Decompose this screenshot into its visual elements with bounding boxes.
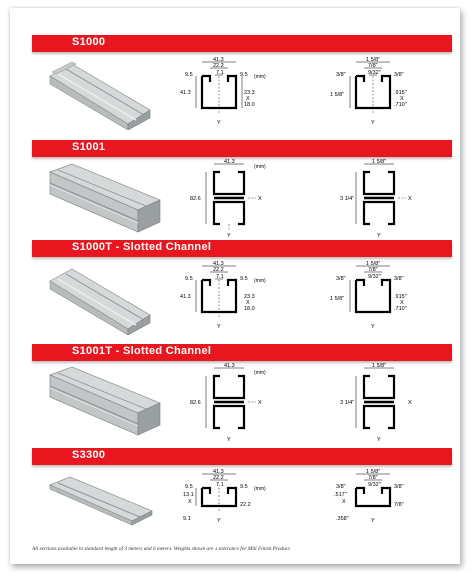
- axis-x: X: [246, 96, 250, 102]
- dim-inner: 22.2: [213, 63, 224, 69]
- dim-top: 1 5/8": [372, 159, 387, 165]
- channel-s1000-image: [46, 58, 166, 130]
- dim-inner: 7/8": [368, 475, 378, 481]
- unit-label: (mm): [254, 164, 266, 170]
- dim-right: 9.5: [240, 276, 248, 282]
- channel-s1001-image: [44, 162, 168, 234]
- dim-right: 9.5: [240, 484, 248, 490]
- section-header-s1001: [32, 140, 452, 157]
- dim-lip: 7.1: [216, 70, 224, 76]
- axis-y: Y: [371, 324, 375, 330]
- unit-label: (mm): [254, 486, 266, 492]
- unit-label: (mm): [254, 74, 266, 80]
- dim-top: 1 5/8": [366, 469, 381, 475]
- axis-y: Y: [377, 233, 381, 238]
- dim-side2: 18.0: [244, 102, 255, 108]
- metric-drawing-s3300: [180, 466, 270, 532]
- section-header-s1001t: [32, 344, 452, 361]
- axis-x: X: [188, 499, 192, 505]
- dim-bottom: .358": [336, 516, 349, 522]
- dim-bottom: 9.1: [183, 516, 191, 522]
- axis-y: Y: [371, 518, 375, 524]
- axis-x: X: [258, 400, 262, 406]
- dim-side1: .915": [394, 294, 407, 300]
- imperial-drawing-s1001t: [340, 362, 430, 442]
- axis-y: Y: [377, 437, 381, 442]
- dim-side2: .710": [394, 102, 407, 108]
- dim-top: 1 5/8": [366, 261, 381, 267]
- dim-right: 3/8": [394, 484, 404, 490]
- channel-s1000t-image: [46, 263, 166, 335]
- axis-x: X: [258, 196, 262, 202]
- metric-drawing-s1001: [190, 158, 280, 238]
- axis-y: Y: [217, 120, 221, 126]
- dim-height: 3 1/4": [340, 196, 355, 202]
- axis-y: Y: [371, 120, 375, 126]
- dim-height: 3 1/4": [340, 400, 355, 406]
- dim-height: 41.3: [180, 90, 191, 96]
- dim-height: 82.6: [190, 400, 201, 406]
- axis-x: X: [408, 400, 412, 406]
- spec-sheet: [10, 8, 460, 564]
- dim-inner: 22.2: [213, 267, 224, 273]
- dim-side1: .915": [394, 90, 407, 96]
- axis-y: Y: [217, 324, 221, 330]
- dim-left: 9.5: [185, 484, 193, 490]
- dim-inner: 7/8": [368, 63, 378, 69]
- section-header-s1000: [32, 35, 452, 52]
- section-header-s1000t: [32, 240, 452, 257]
- dim-lip: 9/32": [368, 482, 381, 488]
- metric-drawing-s1001t: [190, 362, 280, 442]
- dim-height: 1 5/8": [330, 92, 345, 98]
- dim-top: 41.3: [213, 57, 224, 63]
- axis-y: Y: [217, 518, 221, 524]
- channel-s1001t-image: [44, 365, 168, 437]
- dim-top: 41.3: [213, 261, 224, 267]
- dim-top: 41.3: [213, 469, 224, 475]
- section-title: S1001T - Slotted Channel: [72, 345, 212, 357]
- dim-lip: 7.1: [216, 274, 224, 280]
- metric-drawing-s1000t: [180, 258, 270, 334]
- dim-lip: 9/32": [368, 274, 381, 280]
- imperial-drawing-s1000t: [328, 258, 428, 334]
- dim-right: 3/8": [394, 276, 404, 282]
- dim-inner: 22.2: [213, 475, 224, 481]
- dim-side2: .710": [394, 306, 407, 312]
- dim-left: 9.5: [185, 72, 193, 78]
- axis-y: Y: [227, 437, 231, 442]
- dim-height: 13.1: [183, 492, 194, 498]
- dim-left: 9.5: [185, 276, 193, 282]
- dim-side1: 23.3: [244, 90, 255, 96]
- dim-top: 41.3: [224, 363, 235, 369]
- dim-height: .517": [334, 492, 347, 498]
- channel-s3300-image: [46, 471, 166, 527]
- dim-top: 41.3: [224, 159, 235, 165]
- footnote: All sections available in standard length of 3 meters and 6 meters. Weights shown are ± tolerance for Mill Finish Product.: [32, 546, 291, 552]
- unit-label: (mm): [254, 370, 266, 376]
- dim-height: 1 5/8": [330, 296, 345, 302]
- axis-x: X: [342, 499, 346, 505]
- axis-x: X: [400, 300, 404, 306]
- imperial-drawing-s3300: [328, 466, 428, 532]
- metric-drawing-s1000: [180, 54, 270, 130]
- dim-left: 3/8": [336, 72, 346, 78]
- section-title: S1000T - Slotted Channel: [72, 241, 212, 253]
- dim-top: 1 5/8": [366, 57, 381, 63]
- section-title: S3300: [72, 449, 106, 461]
- dim-height: 82.6: [190, 196, 201, 202]
- section-header-s3300: [32, 448, 452, 465]
- imperial-drawing-s1001: [340, 158, 430, 238]
- axis-x: X: [408, 196, 412, 202]
- dim-top: 1 5/8": [372, 363, 387, 369]
- dim-right: 3/8": [394, 72, 404, 78]
- axis-x: X: [400, 96, 404, 102]
- dim-side1: 7/8": [394, 502, 404, 508]
- axis-y: Y: [227, 233, 231, 238]
- dim-inner: 7/8": [368, 267, 378, 273]
- dim-side1: 22.2: [240, 502, 251, 508]
- unit-label: (mm): [254, 278, 266, 284]
- section-title: S1000: [72, 36, 106, 48]
- dim-lip: 9/32": [368, 70, 381, 76]
- dim-lip: 7.1: [216, 482, 224, 488]
- dim-left: 3/8": [336, 276, 346, 282]
- axis-x: X: [246, 300, 250, 306]
- dim-right: 9.5: [240, 72, 248, 78]
- dim-height: 41.3: [180, 294, 191, 300]
- section-title: S1001: [72, 141, 106, 153]
- imperial-drawing-s1000: [328, 54, 428, 130]
- dim-side2: 18.0: [244, 306, 255, 312]
- dim-left: 3/8": [336, 484, 346, 490]
- dim-side1: 23.3: [244, 294, 255, 300]
